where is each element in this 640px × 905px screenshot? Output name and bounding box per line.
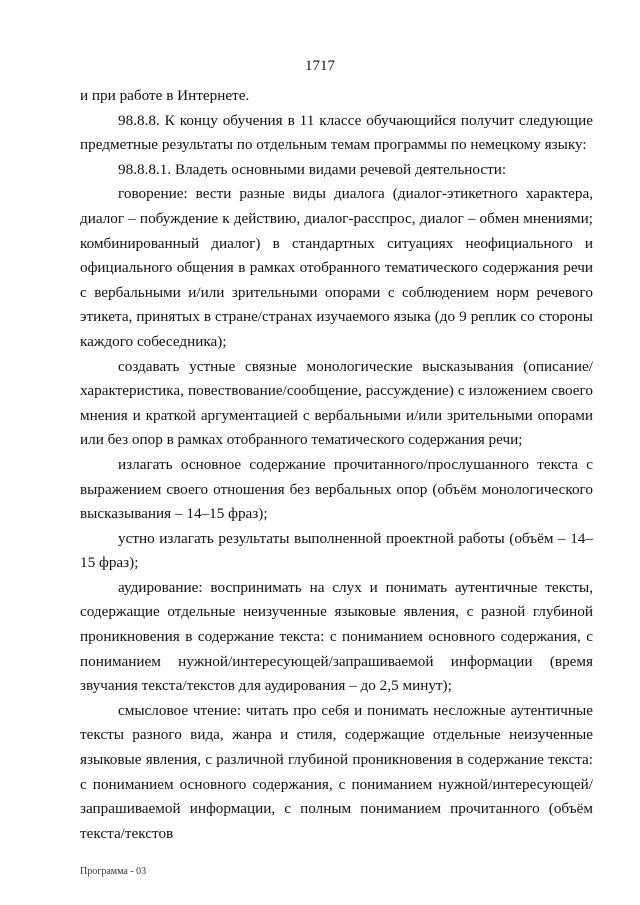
page-footer: Программа - 03 [80, 866, 147, 877]
paragraph-listening: аудирование: воспринимать на слух и понимать аутентичные тексты, содержащие отдельные неизученные языковые явления, с разной глубиной проникновения в содержание текста: с пониманием основного содержания, с пониманием нужной/интересующей/запрашиваемой информации (время звучания текста/текстов для аудирования – до 2,5 минут); [80, 578, 593, 695]
paragraph-98-8-8: 98.8.8. К концу обучения в 11 классе обучающийся получит следующие предметные результаты по отдельным темам программы по немецкому языку: [80, 111, 593, 154]
page-number: 1717 [305, 58, 335, 74]
paragraph-internet-continuation: и при работе в Интернете. [80, 87, 250, 104]
paragraph-monologue: создавать устные связные монологические высказывания (описание/характеристика, повествование/сообщение, рассуждение) с изложением своего мнения и краткой аргументацией с вербальными и/или зрительными опорами или без опор в рамках отобранного тематического содержания речи; [80, 357, 593, 449]
document-body [80, 84, 593, 846]
paragraph-98-8-8-1: 98.8.8.1. Владеть основными видами речевой деятельности: [118, 160, 507, 178]
paragraph-reading: смысловое чтение: читать про себя и понимать несложные аутентичные тексты разного вида, жанра и стиля, содержащие отдельные неизученные языковые явления, с различной глубиной проникновения в содержание текста: с пониманием основного содержания, с пониманием нужной/интересующей/запрашиваемой информации, с полным пониманием прочитанного (объём текста/текстов [80, 701, 593, 842]
paragraph-project: устно излагать результаты выполненной проектной работы (объём – 14–15 фраз); [80, 529, 593, 572]
paragraph-retelling: излагать основное содержание прочитанного/прослушанного текста с выражением своего отношения без вербальных опор (объём монологического высказывания – 14–15 фраз); [80, 455, 593, 523]
paragraph-speaking: говорение: вести разные виды диалога (диалог-этикетного характера, диалог – побуждение к действию, диалог-расспрос, диалог – обмен мнениями; комбинированный диалог) в стандартных ситуациях неофициального и официального общения в рамках отобранного тематического содержания речи с вербальными и/или зрительными опорами с соблюдением норм речевого этикета, принятых в стране/странах изучаемого языка (до 9 реплик со стороны каждого собеседника); [80, 185, 593, 350]
